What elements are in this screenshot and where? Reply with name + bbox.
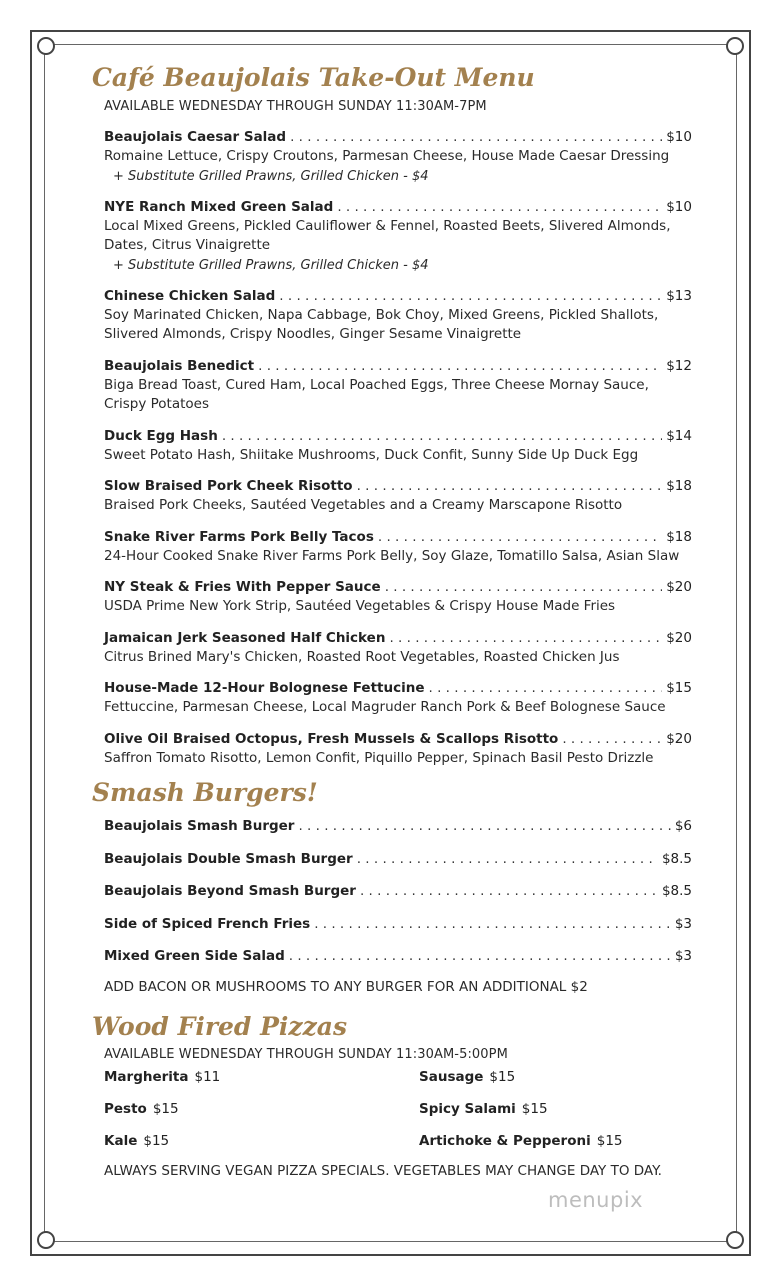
menu-item-header <box>104 287 692 306</box>
menu-item-name: Side of Spiced French Fries <box>104 915 311 932</box>
menu-item-price: $20 <box>666 730 692 747</box>
pizza-name: Pesto <box>104 1101 147 1117</box>
pizza-price: $15 <box>152 1101 179 1117</box>
pizza-availability: AVAILABLE WEDNESDAY THROUGH SUNDAY 11:30AM-5:00PM <box>104 1047 508 1062</box>
pizza-name: Kale <box>104 1133 138 1149</box>
dot-leader <box>289 947 671 966</box>
dot-leader <box>360 882 658 901</box>
pizza-name: Sausage <box>419 1069 484 1085</box>
menu-item-substitution: + Substitute Grilled Prawns, Grilled Chicken - $4 <box>113 257 429 273</box>
pizza-price: $11 <box>194 1069 221 1085</box>
menu-item-name: Olive Oil Braised Octopus, Fresh Mussels & Scallops Risotto <box>104 730 559 747</box>
menu-item-description: Romaine Lettuce, Crispy Croutons, Parmesan Cheese, House Made Caesar Dressing <box>104 148 670 164</box>
menu-item-header <box>104 817 692 836</box>
pizza-price: $15 <box>521 1101 548 1117</box>
dot-leader <box>279 287 662 306</box>
corner-ornament <box>37 37 55 55</box>
menu-item <box>104 629 692 668</box>
menu-item-header <box>104 128 692 147</box>
menu-item-price: $20 <box>666 629 692 646</box>
menu-item-header <box>104 947 692 966</box>
pizza-price: $15 <box>489 1069 516 1085</box>
menu-item-header <box>104 528 692 547</box>
menu-item <box>104 578 692 617</box>
burger-item <box>104 850 692 869</box>
menu-item-header <box>104 850 692 869</box>
pizzas-title: Wood Fired Pizzas <box>92 1012 348 1041</box>
pizza-name: Artichoke & Pepperoni <box>419 1133 591 1149</box>
pizza-name: Spicy Salami <box>419 1101 516 1117</box>
menu-item-price: $18 <box>666 528 692 545</box>
menu-item-header <box>104 477 692 496</box>
menu-item-description: Biga Bread Toast, Cured Ham, Local Poached Eggs, Three Cheese Mornay Sauce, Crispy Potatoes <box>104 376 649 412</box>
menu-item-description: USDA Prime New York Strip, Sautéed Vegetables & Crispy House Made Fries <box>104 598 616 614</box>
menu-item-description: Citrus Brined Mary's Chicken, Roasted Root Vegetables, Roasted Chicken Jus <box>104 648 620 665</box>
menu-item-header <box>104 882 692 901</box>
menu-item-header <box>104 427 692 446</box>
menu-item-header <box>104 915 692 934</box>
menu-item-description: 24-Hour Cooked Snake River Farms Pork Belly, Soy Glaze, Tomatillo Salsa, Asian Slaw <box>104 547 680 564</box>
dot-leader <box>298 817 670 836</box>
dot-leader <box>389 629 662 648</box>
takeout-item-list <box>92 128 692 768</box>
pizza-list <box>104 1067 692 1151</box>
menu-item-description: Soy Marinated Chicken, Napa Cabbage, Bok Choy, Mixed Greens, Pickled Shallots, Slivered Almonds, Crispy Noodles, Ginger Sesame Vinaigrette <box>104 306 659 342</box>
pizza-item <box>419 1067 704 1087</box>
burgers-title: Smash Burgers! <box>92 778 318 807</box>
pizza-item <box>419 1131 704 1151</box>
menu-item-price: $8.5 <box>661 883 692 899</box>
menu-item-header <box>104 629 692 648</box>
pizza-price: $15 <box>596 1133 623 1149</box>
burger-item <box>104 947 692 966</box>
menu-item-price: $14 <box>666 427 692 444</box>
dot-leader <box>314 915 671 934</box>
menu-item-name: Chinese Chicken Salad <box>104 287 276 304</box>
takeout-title: Café Beaujolais Take-Out Menu <box>92 63 535 92</box>
menu-item-name: Mixed Green Side Salad <box>104 948 285 964</box>
menu-item-description: Local Mixed Greens, Pickled Cauliflower & Fennel, Roasted Beets, Slivered Almonds, Dates, Citrus Vinaigrette <box>104 217 671 253</box>
menu-item-description: Braised Pork Cheeks, Sautéed Vegetables and a Creamy Marscapone Risotto <box>104 497 623 513</box>
menu-item <box>104 198 692 275</box>
pizza-name: Margherita <box>104 1069 189 1085</box>
menu-item-price: $6 <box>674 818 692 834</box>
burger-item <box>104 882 692 901</box>
dot-leader <box>222 427 662 446</box>
pizza-item <box>419 1099 704 1119</box>
menu-item <box>104 287 692 345</box>
dot-leader <box>378 528 662 547</box>
dot-leader <box>562 730 662 749</box>
menu-item-price: $8.5 <box>661 850 692 867</box>
pizza-item <box>104 1067 419 1087</box>
menu-item <box>104 730 692 769</box>
menu-item <box>104 679 692 718</box>
menu-item-name: NY Steak & Fries With Pepper Sauce <box>104 579 381 595</box>
pizza-note: ALWAYS SERVING VEGAN PIZZA SPECIALS. VEGETABLES MAY CHANGE DAY TO DAY. <box>104 1163 662 1179</box>
menu-item-name: Slow Braised Pork Cheek Risotto <box>104 478 353 494</box>
menu-item-name: Beaujolais Caesar Salad <box>104 129 287 145</box>
menu-item-substitution: + Substitute Grilled Prawns, Grilled Chicken - $4 <box>113 168 429 184</box>
menu-item <box>104 128 692 186</box>
menu-item-price: $3 <box>674 915 692 932</box>
burger-item <box>104 915 692 934</box>
menu-item <box>104 528 692 567</box>
dot-leader <box>290 128 662 147</box>
takeout-availability: AVAILABLE WEDNESDAY THROUGH SUNDAY 11:30AM-7PM <box>104 99 487 114</box>
menu-item-description: Sweet Potato Hash, Shiitake Mushrooms, Duck Confit, Sunny Side Up Duck Egg <box>104 446 639 463</box>
menu-content <box>92 62 692 1181</box>
menu-item-name: NYE Ranch Mixed Green Salad <box>104 198 334 215</box>
menu-item-name: Snake River Farms Pork Belly Tacos <box>104 528 374 545</box>
menu-item-price: $18 <box>666 478 692 494</box>
dot-leader <box>429 679 663 698</box>
burger-item <box>104 817 692 836</box>
menu-item-header <box>104 357 692 376</box>
menu-item-description: Fettuccine, Parmesan Cheese, Local Magruder Ranch Pork & Beef Bolognese Sauce <box>104 699 666 715</box>
menu-item-price: $15 <box>666 680 692 696</box>
menu-item-header <box>104 679 692 698</box>
menu-item-price: $12 <box>666 357 692 374</box>
corner-ornament <box>726 1231 744 1249</box>
menu-item-price: $10 <box>666 129 692 145</box>
menu-item-name: Beaujolais Smash Burger <box>104 818 295 834</box>
dot-leader <box>337 198 662 217</box>
menu-item-price: $10 <box>666 198 692 215</box>
pizza-item <box>104 1099 419 1119</box>
menu-item-description: Saffron Tomato Risotto, Lemon Confit, Piquillo Pepper, Spinach Basil Pesto Drizzle <box>104 749 654 766</box>
menu-item-price: $13 <box>666 287 692 304</box>
menu-item <box>104 427 692 466</box>
dot-leader <box>357 477 663 496</box>
menu-item <box>104 357 692 415</box>
menu-item-header <box>104 578 692 597</box>
menu-item-name: Jamaican Jerk Seasoned Half Chicken <box>104 629 386 646</box>
corner-ornament <box>37 1231 55 1249</box>
pizza-item <box>104 1131 419 1151</box>
menu-item-price: $3 <box>674 948 692 964</box>
dot-leader <box>385 578 663 597</box>
dot-leader <box>357 850 658 869</box>
burger-note: ADD BACON OR MUSHROOMS TO ANY BURGER FOR AN ADDITIONAL $2 <box>104 979 588 995</box>
menu-item-name: Beaujolais Beyond Smash Burger <box>104 883 356 899</box>
pizza-price: $15 <box>143 1133 170 1149</box>
menu-item-name: Beaujolais Double Smash Burger <box>104 850 353 867</box>
watermark-logo: menupix <box>548 1188 644 1212</box>
menu-item-name: House-Made 12-Hour Bolognese Fettucine <box>104 680 425 696</box>
burger-item-list <box>92 817 692 966</box>
menu-item-name: Duck Egg Hash <box>104 427 218 444</box>
corner-ornament <box>726 37 744 55</box>
dot-leader <box>258 357 662 376</box>
menu-item-header <box>104 730 692 749</box>
menu-item-name: Beaujolais Benedict <box>104 357 255 374</box>
menu-item <box>104 477 692 516</box>
menu-item-header <box>104 198 692 217</box>
menu-item-price: $20 <box>666 579 692 595</box>
